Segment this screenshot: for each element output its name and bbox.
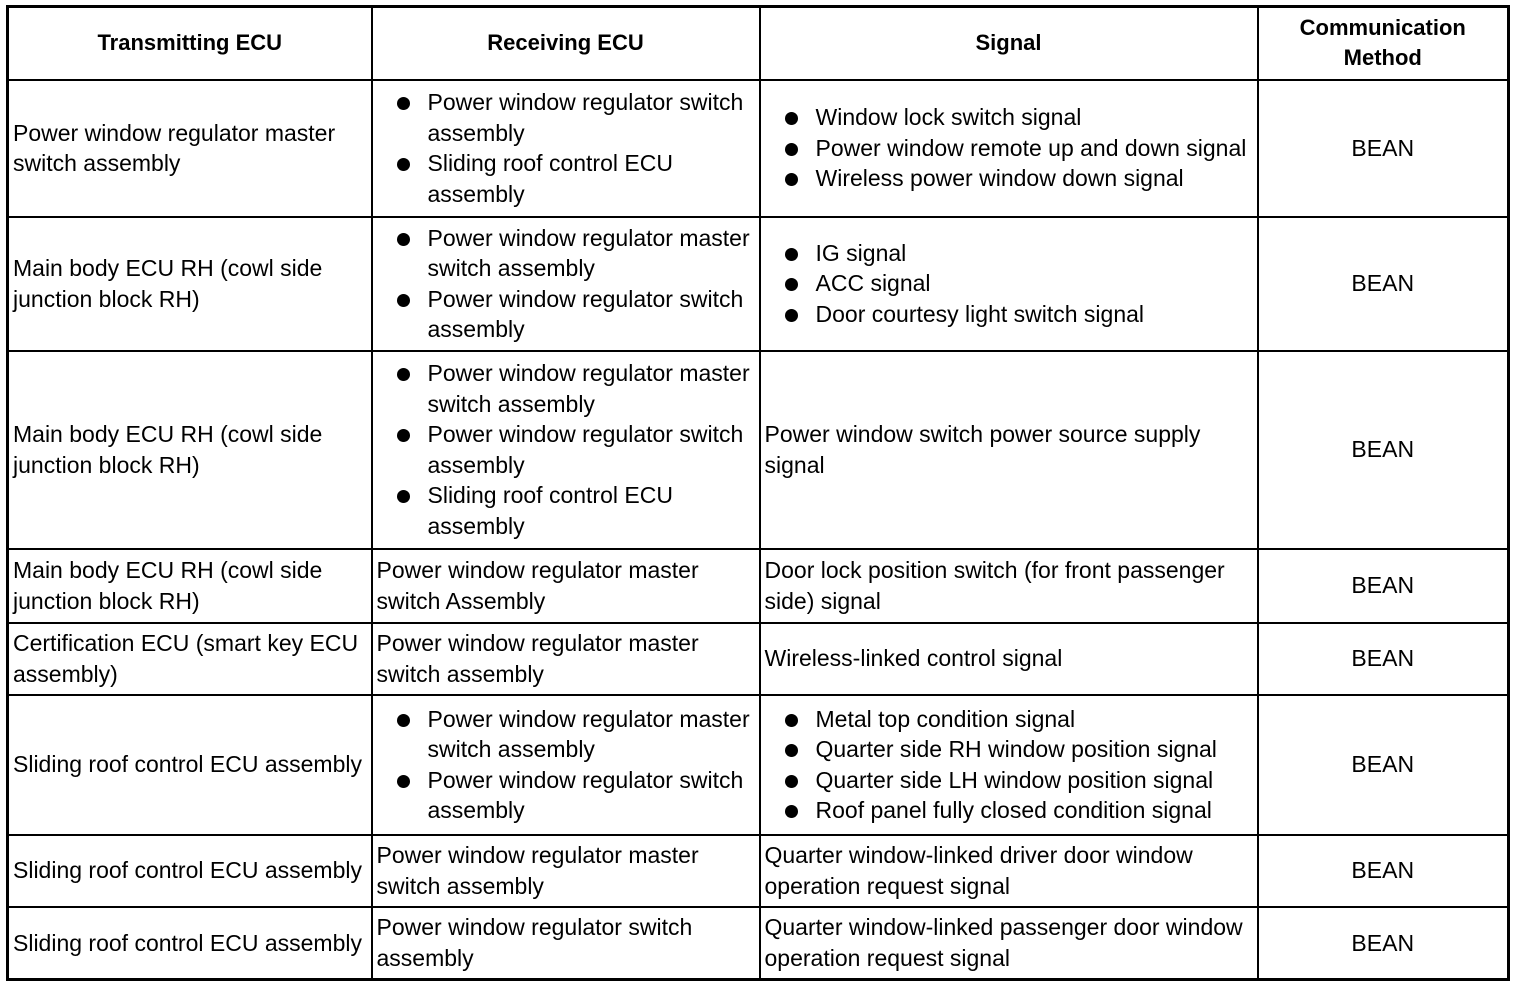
transmitting-cell: Sliding roof control ECU assembly [8,907,372,980]
signal-item: Metal top condition signal [765,704,1253,735]
signal-cell [760,217,1258,351]
receiving-cell: Power window regulator master switch assembly [372,623,760,695]
ecu-communication-table [6,5,1510,981]
transmitting-cell: Sliding roof control ECU assembly [8,835,372,907]
signal-item: Window lock switch signal [765,102,1253,133]
signal-item: Quarter side RH window position signal [765,734,1253,765]
receiving-item: Power window regulator switch assembly [377,765,755,826]
method-cell: BEAN [1258,217,1509,351]
receiving-item: Sliding roof control ECU assembly [377,148,755,209]
signal-cell: Power window switch power source supply signal [760,351,1258,549]
header-communication-method: Communication Method [1258,7,1509,80]
receiving-item: Power window regulator master switch assembly [377,223,755,284]
method-cell: BEAN [1258,80,1509,217]
receiving-item: Power window regulator master switch assembly [377,704,755,765]
signal-item: Quarter side LH window position signal [765,765,1253,796]
receiving-cell [372,80,760,217]
transmitting-cell: Power window regulator master switch assembly [8,80,372,217]
transmitting-cell: Main body ECU RH (cowl side junction block RH) [8,217,372,351]
signal-item: Roof panel fully closed condition signal [765,795,1253,826]
transmitting-cell: Main body ECU RH (cowl side junction block RH) [8,351,372,549]
method-cell: BEAN [1258,623,1509,695]
table-row [8,549,1509,623]
receiving-cell [372,695,760,835]
receiving-cell: Power window regulator master switch assembly [372,835,760,907]
table-row [8,80,1509,217]
signal-cell [760,80,1258,217]
table-row [8,623,1509,695]
signal-cell: Door lock position switch (for front passenger side) signal [760,549,1258,623]
receiving-cell: Power window regulator switch assembly [372,907,760,980]
signal-item: ACC signal [765,268,1253,299]
table-row [8,907,1509,980]
receiving-item: Power window regulator switch assembly [377,419,755,480]
header-row [8,7,1509,80]
receiving-item: Power window regulator switch assembly [377,87,755,148]
table-row [8,351,1509,549]
method-cell: BEAN [1258,549,1509,623]
method-cell: BEAN [1258,835,1509,907]
header-transmitting-ecu: Transmitting ECU [8,7,372,80]
table-row [8,217,1509,351]
method-cell: BEAN [1258,907,1509,980]
method-cell: BEAN [1258,695,1509,835]
header-receiving-ecu: Receiving ECU [372,7,760,80]
transmitting-cell: Main body ECU RH (cowl side junction block RH) [8,549,372,623]
signal-item: Door courtesy light switch signal [765,299,1253,330]
signal-item: IG signal [765,238,1253,269]
header-signal: Signal [760,7,1258,80]
receiving-cell [372,351,760,549]
receiving-item: Power window regulator switch assembly [377,284,755,345]
signal-cell: Wireless-linked control signal [760,623,1258,695]
receiving-cell: Power window regulator master switch Assembly [372,549,760,623]
transmitting-cell: Certification ECU (smart key ECU assembly) [8,623,372,695]
signal-item: Wireless power window down signal [765,163,1253,194]
table-row [8,835,1509,907]
transmitting-cell: Sliding roof control ECU assembly [8,695,372,835]
signal-cell: Quarter window-linked driver door window operation request signal [760,835,1258,907]
receiving-item: Power window regulator master switch assembly [377,358,755,419]
method-cell: BEAN [1258,351,1509,549]
table-row [8,695,1509,835]
signal-item: Power window remote up and down signal [765,133,1253,164]
signal-cell: Quarter window-linked passenger door window operation request signal [760,907,1258,980]
receiving-cell [372,217,760,351]
signal-cell [760,695,1258,835]
receiving-item: Sliding roof control ECU assembly [377,480,755,541]
